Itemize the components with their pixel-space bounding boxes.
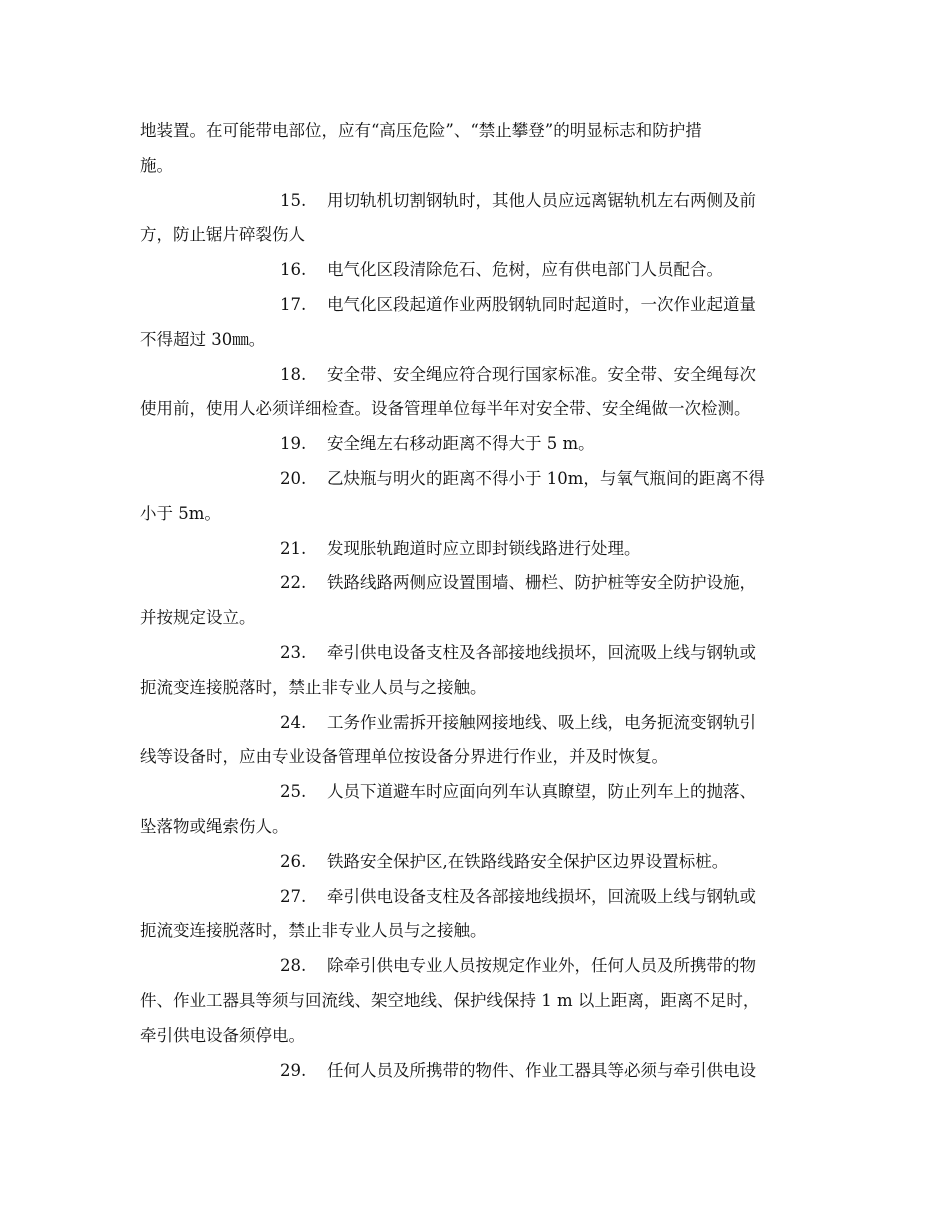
item-number: 17. <box>280 294 307 314</box>
list-item-continuation-line: 并按规定设立。 <box>140 608 256 628</box>
list-item-first-line <box>140 253 820 288</box>
list-item-first-line <box>140 636 820 671</box>
continuation-line-1: 地装置。在可能带电部位，应有“高压危险”、“禁止攀登”的明显标志和防护措 <box>140 121 702 140</box>
list-item-first-line <box>140 880 820 915</box>
continuation-line-2: 施。 <box>140 155 173 175</box>
item-number: 26. <box>280 851 307 871</box>
item-text: 电气化区段起道作业两股钢轨同时起道时，一次作业起道量 <box>327 294 756 314</box>
list-item-first-line <box>140 949 820 984</box>
item-number: 15. <box>280 190 307 210</box>
list-item <box>140 636 820 706</box>
item-number: 18. <box>280 364 307 384</box>
item-number: 21. <box>280 538 307 558</box>
list-item-first-line <box>140 566 820 601</box>
item-text: 用切轨机切割钢轨时，其他人员应远离锯轨机左右两侧及前 <box>327 190 756 210</box>
list-item-continuation-line: 扼流变连接脱落时，禁止非专业人员与之接触。 <box>140 921 487 941</box>
list-item <box>140 532 820 567</box>
list-item-first-line <box>140 706 820 741</box>
item-number: 27. <box>280 886 307 906</box>
list-item <box>140 845 820 880</box>
list-item-continuation-line: 方，防止锯片碎裂伤人 <box>140 225 305 245</box>
item-text: 人员下道避车时应面向列车认真瞭望，防止列车上的抛落、 <box>327 782 756 802</box>
list-item <box>140 949 820 1053</box>
item-number: 23. <box>280 642 307 662</box>
item-number: 28. <box>280 956 307 976</box>
item-number: 24. <box>280 712 307 732</box>
list-item <box>140 566 820 636</box>
item-text: 铁路安全保护区,在铁路线路安全保护区边界设置标桩。 <box>327 851 729 871</box>
item-number: 22. <box>280 573 307 593</box>
list-item <box>140 1054 820 1089</box>
item-number: 29. <box>280 1060 307 1080</box>
item-number: 19. <box>280 434 307 454</box>
list-item-continuation-line: 牵引供电设备须停电。 <box>140 1025 305 1045</box>
list-item-first-line <box>140 358 820 393</box>
list-item <box>140 427 820 462</box>
item-text: 铁路线路两侧应设置围墙、栅栏、防护桩等安全防护设施， <box>327 573 756 593</box>
list-item <box>140 775 820 845</box>
item-number: 20. <box>280 468 307 488</box>
item-text: 工务作业需拆开接触网接地线、吸上线，电务扼流变钢轨引 <box>327 712 756 732</box>
list-item-first-line <box>140 1054 820 1089</box>
list-item-first-line <box>140 462 820 497</box>
item-text: 乙炔瓶与明火的距离不得小于 10m，与氧气瓶间的距离不得 <box>327 468 765 488</box>
list-item <box>140 288 820 358</box>
item-text: 安全绳左右移动距离不得大于 5 m。 <box>327 434 595 454</box>
list-item <box>140 358 820 428</box>
list-item <box>140 462 820 532</box>
list-item <box>140 253 820 288</box>
list-item-continuation-line: 线等设备时，应由专业设备管理单位按设备分界进行作业，并及时恢复。 <box>140 747 668 767</box>
item-text: 发现胀轨跑道时应立即封锁线路进行处理。 <box>327 538 641 558</box>
list-item-continuation-line: 扼流变连接脱落时，禁止非专业人员与之接触。 <box>140 677 487 697</box>
item-number: 16. <box>280 260 307 280</box>
numbered-list <box>140 184 820 1089</box>
list-item-first-line <box>140 288 820 323</box>
list-item <box>140 880 820 950</box>
list-item-continuation-line: 件、作业工器具等须与回流线、架空地线、保护线保持 1 m 以上距离，距离不足时， <box>140 990 760 1010</box>
list-item-continuation-line: 小于 5m。 <box>140 503 221 523</box>
list-item-continuation-line: 不得超过 30㎜。 <box>140 329 266 349</box>
list-item-continuation-line: 坠落物或绳索伤人。 <box>140 816 289 836</box>
document-body <box>140 114 820 1088</box>
list-item-continuation-line: 使用前，使用人必须详细检查。设备管理单位每半年对安全带、安全绳做一次检测。 <box>140 399 751 419</box>
list-item <box>140 184 820 254</box>
item-text: 任何人员及所携带的物件、作业工器具等必须与牵引供电设 <box>327 1060 756 1080</box>
item-text: 电气化区段清除危石、危树，应有供电部门人员配合。 <box>327 260 723 280</box>
list-item-first-line <box>140 845 820 880</box>
list-item-first-line <box>140 427 820 462</box>
item-text: 安全带、安全绳应符合现行国家标准。安全带、安全绳每次 <box>327 364 756 384</box>
item-text: 牵引供电设备支柱及各部接地线损坏，回流吸上线与钢轨或 <box>327 642 756 662</box>
list-item-first-line <box>140 532 820 567</box>
list-item-first-line <box>140 184 820 219</box>
list-item <box>140 706 820 776</box>
item-number: 25. <box>280 782 307 802</box>
item-text: 除牵引供电专业人员按规定作业外，任何人员及所携带的物 <box>327 956 756 976</box>
item-text: 牵引供电设备支柱及各部接地线损坏，回流吸上线与钢轨或 <box>327 886 756 906</box>
list-item-first-line <box>140 775 820 810</box>
